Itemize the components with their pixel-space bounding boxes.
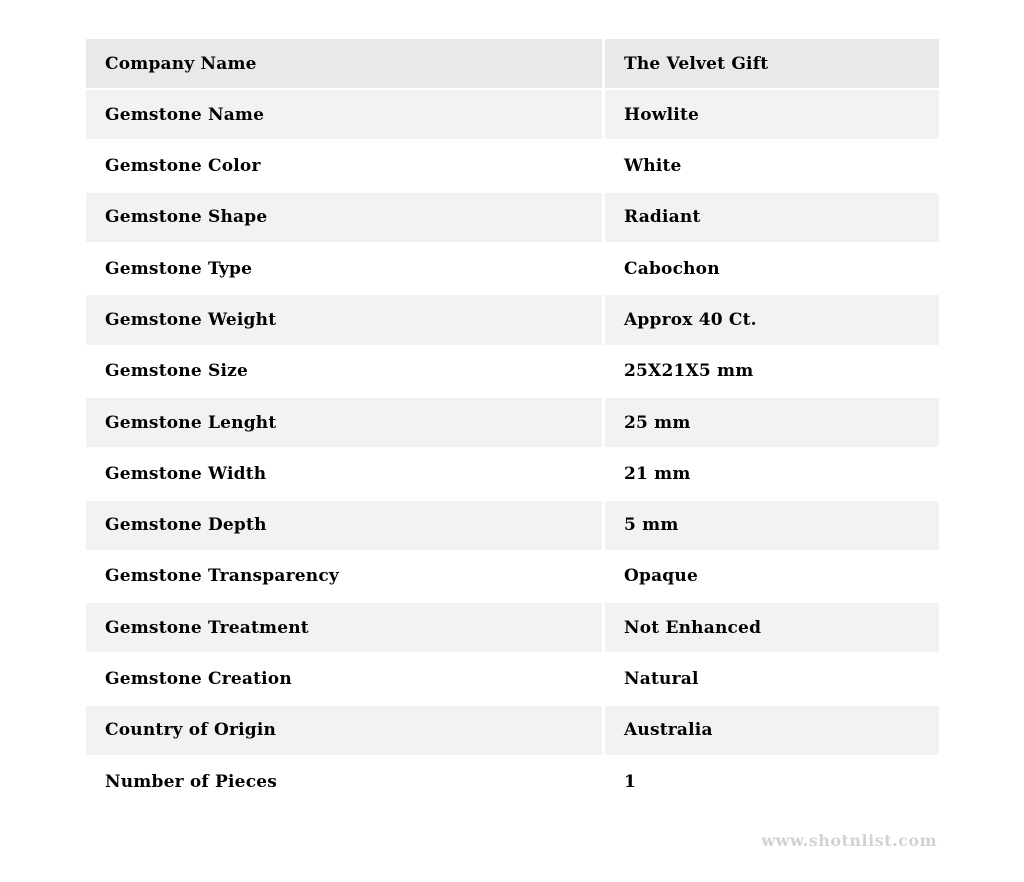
table-row	[86, 552, 939, 601]
property-value: Howlite	[605, 90, 939, 139]
property-label: Gemstone Weight	[86, 295, 602, 344]
table-row	[86, 706, 939, 755]
table-row	[86, 90, 939, 139]
table-row	[86, 347, 939, 396]
property-label: Gemstone Width	[86, 449, 602, 498]
property-label: Gemstone Name	[86, 90, 602, 139]
property-value: Not Enhanced	[605, 603, 939, 652]
table-row	[86, 654, 939, 703]
property-label: Gemstone Shape	[86, 193, 602, 242]
property-value: 25X21X5 mm	[605, 347, 939, 396]
table-row	[86, 398, 939, 447]
watermark-url: www.shotnlist.com	[761, 831, 937, 850]
table-row	[86, 39, 939, 88]
property-label: Gemstone Creation	[86, 654, 602, 703]
property-value: The Velvet Gift	[605, 39, 939, 88]
property-value: Approx 40 Ct.	[605, 295, 939, 344]
property-label: Gemstone Transparency	[86, 552, 602, 601]
table-row	[86, 449, 939, 498]
property-value: Radiant	[605, 193, 939, 242]
property-value: 21 mm	[605, 449, 939, 498]
property-label: Gemstone Size	[86, 347, 602, 396]
property-value: Australia	[605, 706, 939, 755]
property-value: Opaque	[605, 552, 939, 601]
property-label: Country of Origin	[86, 706, 602, 755]
table-row	[86, 501, 939, 550]
property-label: Number of Pieces	[86, 757, 602, 806]
table-row	[86, 193, 939, 242]
property-label: Gemstone Lenght	[86, 398, 602, 447]
property-label: Company Name	[86, 39, 602, 88]
table-row	[86, 757, 939, 806]
property-value: Natural	[605, 654, 939, 703]
gemstone-spec-table	[86, 39, 939, 808]
property-value: 5 mm	[605, 501, 939, 550]
table-row	[86, 142, 939, 191]
table-row	[86, 603, 939, 652]
property-value: 25 mm	[605, 398, 939, 447]
property-label: Gemstone Treatment	[86, 603, 602, 652]
property-value: White	[605, 142, 939, 191]
property-label: Gemstone Color	[86, 142, 602, 191]
property-value: Cabochon	[605, 244, 939, 293]
property-label: Gemstone Type	[86, 244, 602, 293]
property-label: Gemstone Depth	[86, 501, 602, 550]
table-row	[86, 295, 939, 344]
property-value: 1	[605, 757, 939, 806]
table-row	[86, 244, 939, 293]
